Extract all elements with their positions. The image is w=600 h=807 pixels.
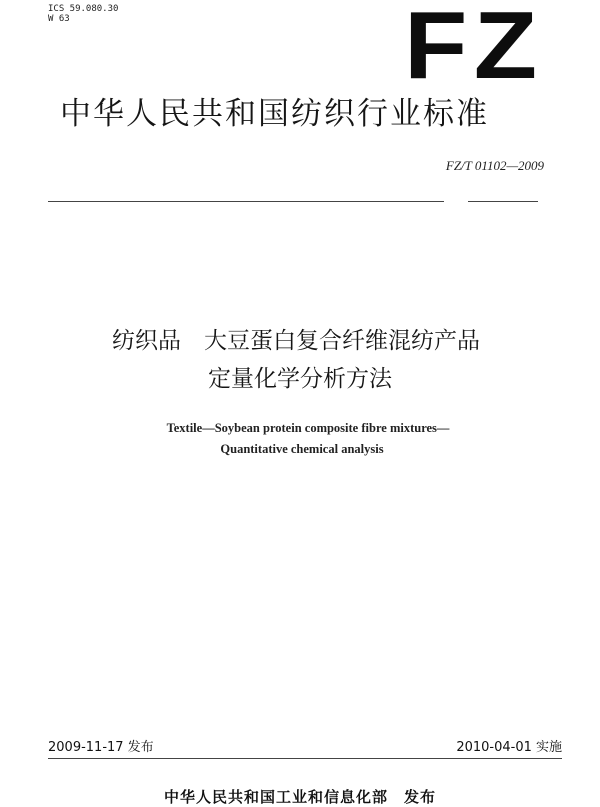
chinese-title-line-2: 定量化学分析方法 [208,366,392,392]
implementation-date: 2010-04-01 实施 [456,740,562,755]
classification-code: W 63 [48,14,70,24]
ics-code: ICS 59.080.30 [48,4,119,14]
standard-category-title: 中华人民共和国纺织行业标准 [60,96,489,132]
header-divider-segment [468,201,538,202]
header-divider [48,201,444,202]
chinese-title-line-1: 纺织品 大豆蛋白复合纤维混纺产品 [112,328,480,354]
issue-date: 2009-11-17 发布 [48,740,154,755]
standard-number: FZ/T 01102—2009 [445,158,544,173]
english-title-line-2: Quantitative chemical analysis [220,442,384,456]
ics-code-block [48,4,118,24]
footer-divider [48,758,562,759]
publisher: 中华人民共和国工业和信息化部 发布 [163,788,436,806]
fz-logo: FZ [404,0,544,99]
english-title-line-1: Textile—Soybean protein composite fibre mixtures— [166,421,450,435]
